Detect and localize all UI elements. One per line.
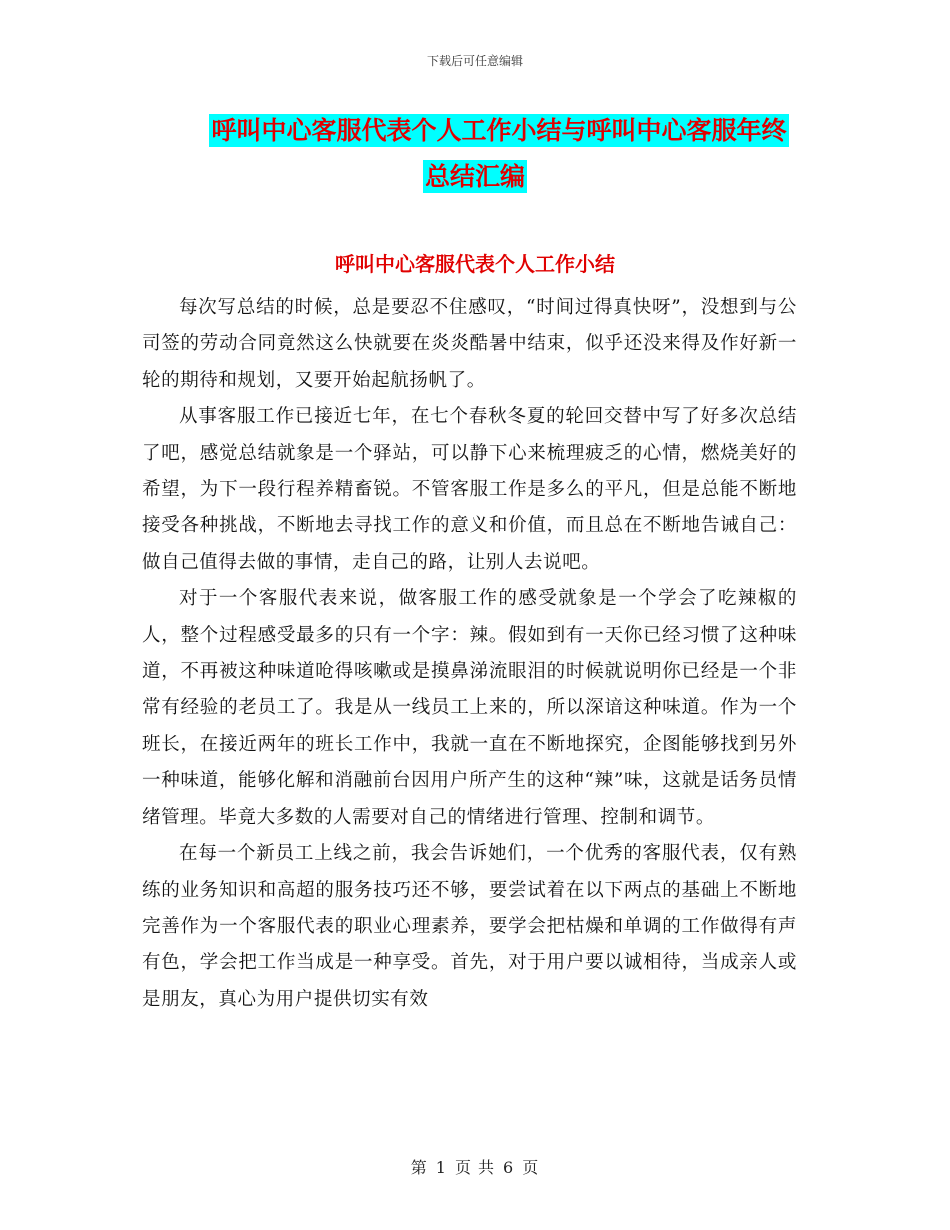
paragraph-1: 每次写总结的时候，总是要忍不住感叹，“时间过得真快呀”，没想到与公司签的劳动合同竟然这么快就要在炎炎酷暑中结束，似乎还没来得及作好新一轮的期待和规划，又要开始起航扬帆了。: [142, 297, 797, 391]
document-title: [0, 108, 950, 200]
footer-prefix: 第: [410, 1158, 428, 1177]
document-title-line2: 总结汇编: [424, 162, 525, 191]
paragraph-2: 从事客服工作已接近七年，在七个春秋冬夏的轮回交替中写了好多次总结了吧，感觉总结就象是一个驿站，可以静下心来梳理疲乏的心情，燃烧美好的希望，为下一段行程养精畜锐。不管客服工作是多么的平凡，但是总能不断地接受各种挑战，不断地去寻找工作的意义和价值，而且总在不断地告诫自己：做自己值得去做的事情，走自己的路，让别人去说吧。: [142, 406, 797, 573]
footer-total-pages: 6: [503, 1158, 515, 1177]
footer-suffix: 页: [522, 1158, 540, 1177]
footer-page-number: 1: [435, 1158, 447, 1177]
header-note: 下载后可任意编辑: [426, 54, 523, 68]
document-title-line1: 呼叫中心客服代表个人工作小结与呼叫中心客服年终: [211, 116, 787, 145]
footer-middle: 页 共: [454, 1158, 496, 1177]
paragraph-4: 在每一个新员工上线之前，我会告诉她们，一个优秀的客服代表，仅有熟练的业务知识和高超的服务技巧还不够，要尝试着在以下两点的基础上不断地完善作为一个客服代表的职业心理素养，要学会把枯燥和单调的工作做得有声有色，学会把工作当成是一种享受。首先，对于用户要以诚相待，当成亲人或是朋友，真心为用户提供切实有效: [142, 843, 797, 1010]
paragraph-3: 对于一个客服代表来说，做客服工作的感受就象是一个学会了吃辣椒的人，整个过程感受最多的只有一个字：辣。假如到有一天你已经习惯了这种味道，不再被这种味道呛得咳嗽或是摸鼻涕流眼泪的时候就说明你已经是一个非常有经验的老员工了。我是从一线员工上来的，所以深谙这种味道。作为一个班长，在接近两年的班长工作中，我就一直在不断地探究，企图能够找到另外一种味道，能够化解和消融前台因用户所产生的这种“辣”味，这就是话务员情绪管理。毕竟大多数的人需要对自己的情绪进行管理、控制和调节。: [142, 588, 797, 828]
body-text: [142, 290, 797, 1018]
page-footer: [0, 1155, 950, 1178]
section-title: 呼叫中心客服代表个人工作小结: [335, 252, 615, 276]
